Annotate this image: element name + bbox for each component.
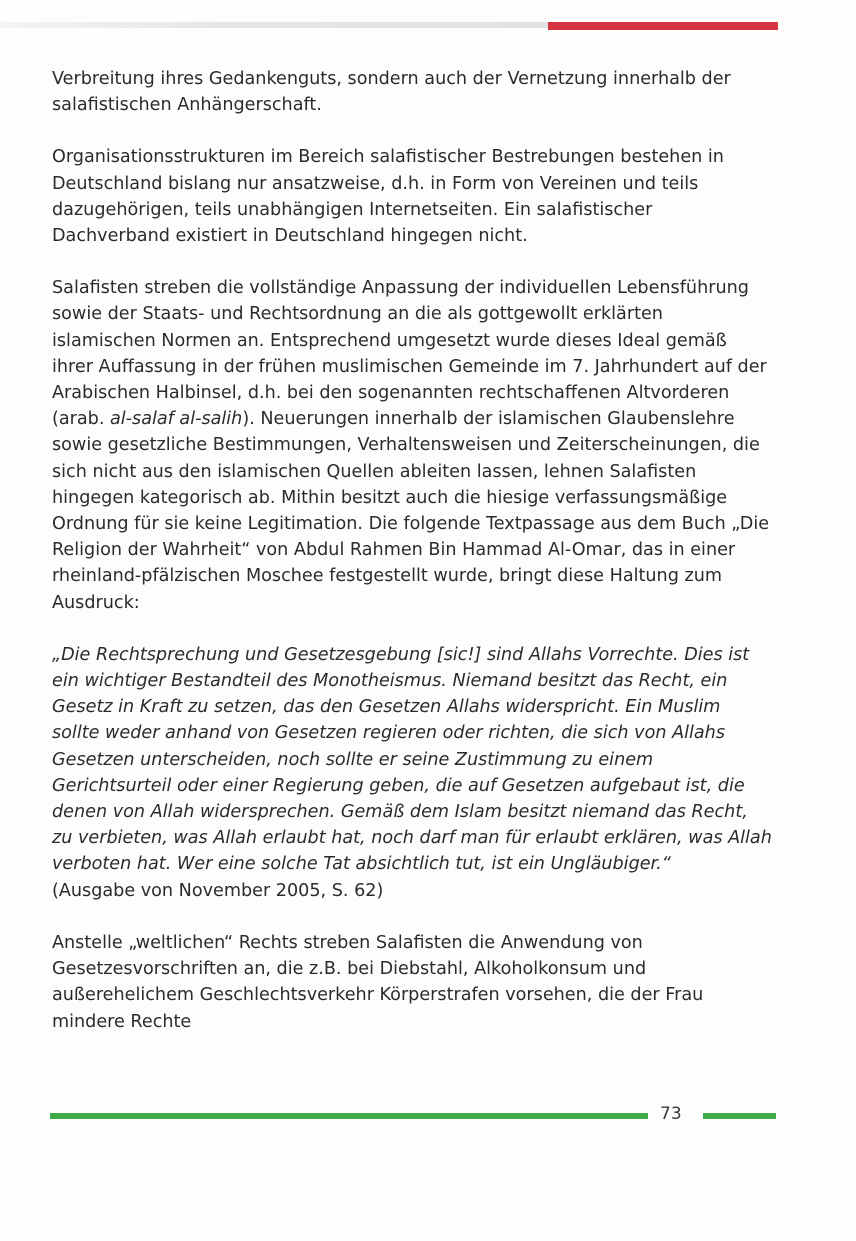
header-rule-red bbox=[548, 22, 778, 30]
quote-citation: (Ausgabe von November 2005, S. 62) bbox=[52, 880, 384, 901]
footer-rule-right bbox=[703, 1113, 776, 1119]
paragraph-3-text-end: ). Neuerungen innerhalb der islamischen Glaubenslehre sowie gesetzliche Bestimmungen, Verhaltensweisen und Zeiterscheinungen, die sich nicht aus den islamischen Quellen ableiten lassen, lehnen Salafisten hingegen kategorisch ab. Mithin besitzt auch die hiesige verfassungsmäßige Ordnung für sie keine Legitimation. Die folgende Textpassage aus dem Buch „Die Religion der Wahrheit“ von Abdul Rahmen Bin Hammad Al-Omar, das in einer rheinland-pfälzischen Moschee festgestellt wurde, bringt diese Haltung zum Ausdruck: bbox=[52, 409, 770, 613]
paragraph-2: Organisationsstrukturen im Bereich salafistischer Bestrebungen bestehen in Deutschland bislang nur ansatzweise, d.h. in Form von Vereinen und teils dazugehörigen, teils unabhängigen Internetseiten. Ein salafistischer Dachverband existiert in Deutschland hingegen nicht. bbox=[52, 147, 724, 247]
paragraph-3 bbox=[52, 275, 772, 616]
paragraph-1: Verbreitung ihres Gedankenguts, sondern auch der Vernetzung innerhalb der salafistischen Anhängerschaft. bbox=[52, 69, 731, 116]
footer-rule-left bbox=[50, 1113, 648, 1119]
header-rule-grey bbox=[0, 22, 548, 28]
paragraph-3-text-start: Salafisten streben die vollständige Anpassung der individuellen Lebensführung sowie der Staats- und Rechtsordnung an die als gottgewollt erklärten islamischen Normen an. Entsprechend umgesetzt wurde dieses Ideal gemäß ihrer Auffassung in der frühen muslimischen Gemeinde im 7. Jahrhundert auf der Arabischen Halbinsel, d.h. bei den sogenannten rechtschaffenen Altvorderen (arab. bbox=[52, 278, 767, 430]
page-number: 73 bbox=[660, 1104, 682, 1124]
paragraph-last: Anstelle „weltlichen“ Rechts streben Salafisten die Anwendung von Gesetzesvorschriften an, die z.B. bei Diebstahl, Alkoholkonsum und außerehelichem Geschlechtsverkehr Körperstrafen vorsehen, die der Frau mindere Rechte bbox=[52, 932, 704, 1032]
page-body bbox=[52, 66, 772, 1061]
block-quote: „Die Rechtsprechung und Gesetzesgebung [sic!] sind Allahs Vorrechte. Dies ist ein wichtiger Bestandteil des Monotheismus. Niemand besitzt das Recht, ein Gesetz in Kraft zu setzen, das den Gesetzen Allahs widerspricht. Ein Muslim sollte weder anhand von Gesetzen regieren oder richten, die sich von Allahs Gesetzen unterscheiden, noch sollte er seine Zustimmung zu einem Gerichtsurteil oder einer Regierung geben, die auf Gesetzen aufgebaut ist, die denen von Allah widersprechen. Gemäß dem Islam besitzt niemand das Recht, zu verbieten, was Allah erlaubt hat, noch darf man für erlaubt erklären, was Allah verboten hat. Wer eine solche Tat absichtlich tut, ist ein Ungläubiger.“ bbox=[52, 644, 772, 875]
arabic-term: al-salaf al-salih bbox=[110, 409, 243, 430]
